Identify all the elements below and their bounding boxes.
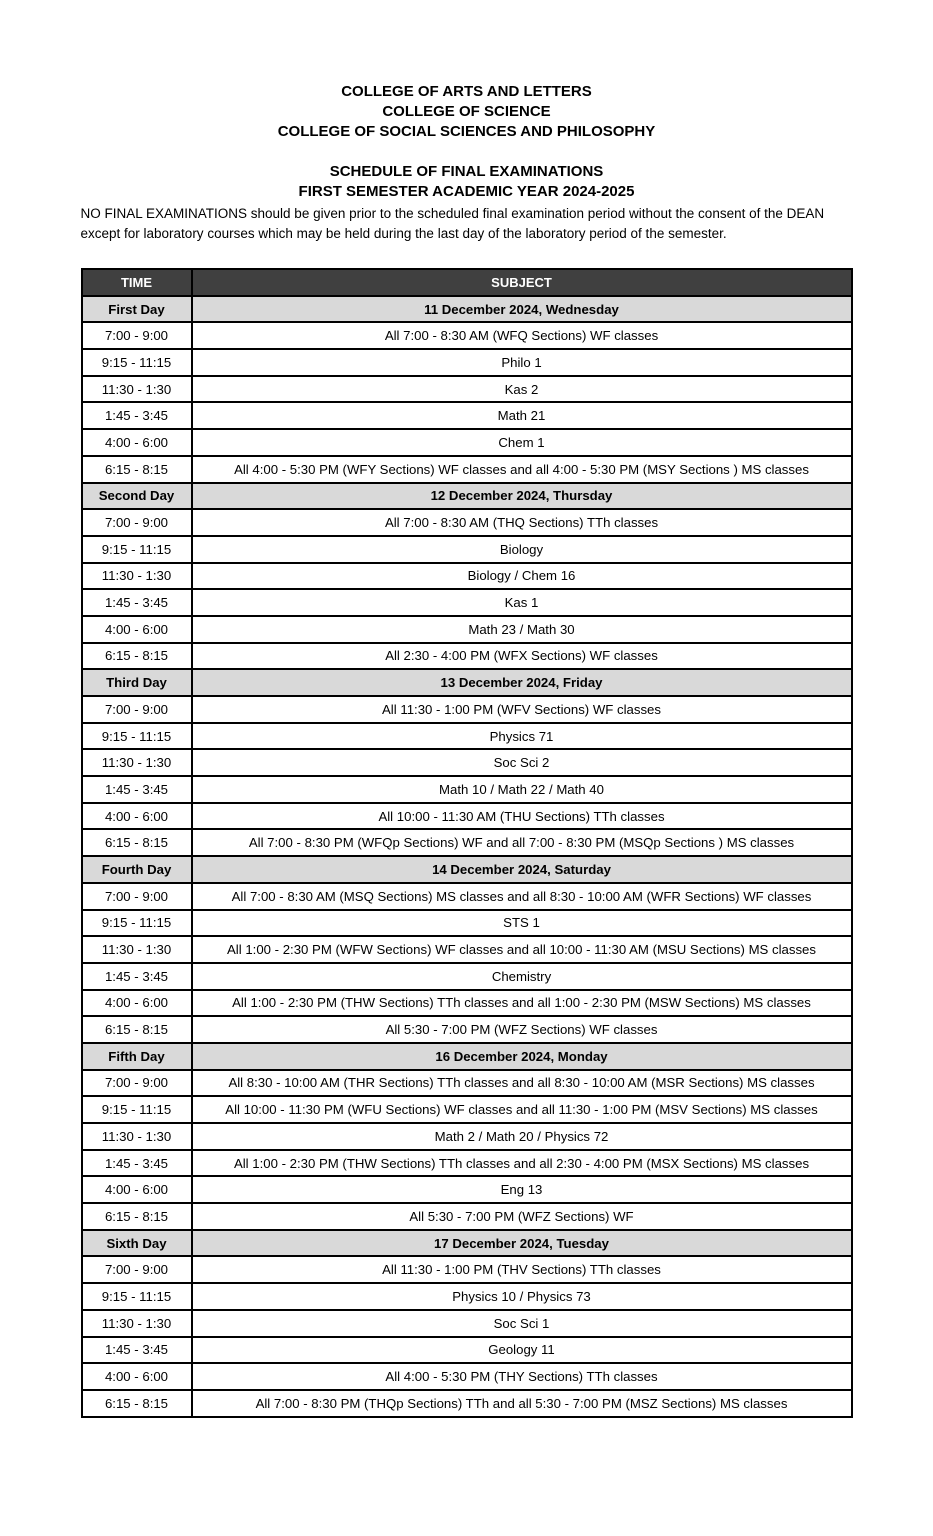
exam-row	[82, 1390, 852, 1417]
day-date-cell: 12 December 2024, Thursday	[192, 483, 852, 510]
time-cell: 4:00 - 6:00	[82, 1363, 192, 1390]
day-header-row	[82, 1230, 852, 1257]
exam-row	[82, 643, 852, 670]
exam-row	[82, 1337, 852, 1364]
time-cell: 4:00 - 6:00	[82, 803, 192, 830]
subject-cell: All 10:00 - 11:30 PM (WFU Sections) WF classes and all 11:30 - 1:00 PM (MSV Sections) MS classes	[192, 1096, 852, 1123]
exam-row	[82, 1070, 852, 1097]
subject-cell: STS 1	[192, 910, 852, 937]
exam-row	[82, 1096, 852, 1123]
exam-row	[82, 1176, 852, 1203]
exam-row	[82, 349, 852, 376]
schedule-title	[81, 162, 853, 202]
subject-cell: Chem 1	[192, 429, 852, 456]
time-cell: 11:30 - 1:30	[82, 749, 192, 776]
day-date-cell: 17 December 2024, Tuesday	[192, 1230, 852, 1257]
day-date-cell: 16 December 2024, Monday	[192, 1043, 852, 1070]
exam-row	[82, 723, 852, 750]
subject-cell: Math 10 / Math 22 / Math 40	[192, 776, 852, 803]
time-cell: 6:15 - 8:15	[82, 643, 192, 670]
exam-schedule-table	[81, 268, 853, 1418]
day-date-cell: 13 December 2024, Friday	[192, 669, 852, 696]
time-cell: 7:00 - 9:00	[82, 1070, 192, 1097]
subject-cell: Physics 10 / Physics 73	[192, 1283, 852, 1310]
subject-cell: Biology / Chem 16	[192, 563, 852, 590]
subject-cell: All 7:00 - 8:30 AM (WFQ Sections) WF classes	[192, 322, 852, 349]
subject-cell: All 2:30 - 4:00 PM (WFX Sections) WF classes	[192, 643, 852, 670]
exam-row	[82, 910, 852, 937]
time-cell: 11:30 - 1:30	[82, 563, 192, 590]
time-cell: 6:15 - 8:15	[82, 1016, 192, 1043]
college-name-line: COLLEGE OF SCIENCE	[382, 103, 551, 120]
exam-row	[82, 1256, 852, 1283]
subject-cell: Math 23 / Math 30	[192, 616, 852, 643]
subject-cell: Eng 13	[192, 1176, 852, 1203]
subject-cell: Biology	[192, 536, 852, 563]
time-cell: 7:00 - 9:00	[82, 509, 192, 536]
exam-row	[82, 803, 852, 830]
subject-cell: All 8:30 - 10:00 AM (THR Sections) TTh classes and all 8:30 - 10:00 AM (MSR Sections) MS classes	[192, 1070, 852, 1097]
exam-row	[82, 322, 852, 349]
day-header-row	[82, 856, 852, 883]
time-cell: 6:15 - 8:15	[82, 829, 192, 856]
schedule-title-line: SCHEDULE OF FINAL EXAMINATIONS	[329, 163, 604, 180]
subject-cell: Math 21	[192, 402, 852, 429]
time-cell: 1:45 - 3:45	[82, 402, 192, 429]
exam-row	[82, 883, 852, 910]
subject-cell: Kas 2	[192, 376, 852, 403]
subject-cell: All 1:00 - 2:30 PM (THW Sections) TTh classes and all 2:30 - 4:00 PM (MSX Sections) MS classes	[192, 1150, 852, 1177]
time-cell: 1:45 - 3:45	[82, 1150, 192, 1177]
college-name-line: COLLEGE OF ARTS AND LETTERS	[341, 83, 592, 100]
time-cell: 6:15 - 8:15	[82, 456, 192, 483]
exam-row	[82, 936, 852, 963]
day-label-cell: Second Day	[82, 483, 192, 510]
day-header-row	[82, 296, 852, 323]
subject-cell: Physics 71	[192, 723, 852, 750]
exam-row	[82, 616, 852, 643]
document-page	[81, 0, 853, 1418]
subject-cell: All 5:30 - 7:00 PM (WFZ Sections) WF	[192, 1203, 852, 1230]
subject-cell: Kas 1	[192, 589, 852, 616]
day-label-cell: Fifth Day	[82, 1043, 192, 1070]
subject-cell: Philo 1	[192, 349, 852, 376]
exam-row	[82, 1016, 852, 1043]
exam-table-body	[82, 296, 852, 1417]
exam-row	[82, 509, 852, 536]
document-header	[81, 82, 853, 142]
subject-cell: All 11:30 - 1:00 PM (THV Sections) TTh classes	[192, 1256, 852, 1283]
time-cell: 6:15 - 8:15	[82, 1390, 192, 1417]
exam-row	[82, 1363, 852, 1390]
exam-note: NO FINAL EXAMINATIONS should be given prior to the scheduled final examination period without the consent of the DEAN except for laboratory courses which may be held during the last day of the laboratory period of the semester.	[80, 206, 825, 241]
exam-row	[82, 776, 852, 803]
time-cell: 9:15 - 11:15	[82, 349, 192, 376]
time-cell: 4:00 - 6:00	[82, 990, 192, 1017]
column-header-row	[82, 269, 852, 296]
subject-cell: Soc Sci 2	[192, 749, 852, 776]
exam-row	[82, 963, 852, 990]
exam-row	[82, 589, 852, 616]
exam-row	[82, 456, 852, 483]
exam-row	[82, 829, 852, 856]
day-label-cell: Fourth Day	[82, 856, 192, 883]
exam-row	[82, 563, 852, 590]
time-cell: 9:15 - 11:15	[82, 910, 192, 937]
exam-row	[82, 1123, 852, 1150]
time-cell: 4:00 - 6:00	[82, 616, 192, 643]
subject-cell: Soc Sci 1	[192, 1310, 852, 1337]
exam-row	[82, 402, 852, 429]
exam-row	[82, 536, 852, 563]
subject-cell: All 11:30 - 1:00 PM (WFV Sections) WF classes	[192, 696, 852, 723]
subject-cell: All 10:00 - 11:30 AM (THU Sections) TTh classes	[192, 803, 852, 830]
time-cell: 6:15 - 8:15	[82, 1203, 192, 1230]
day-header-row	[82, 669, 852, 696]
time-cell: 4:00 - 6:00	[82, 429, 192, 456]
exam-row	[82, 696, 852, 723]
time-cell: 11:30 - 1:30	[82, 936, 192, 963]
college-name-line: COLLEGE OF SOCIAL SCIENCES AND PHILOSOPHY	[277, 123, 656, 140]
day-header-row	[82, 483, 852, 510]
time-cell: 7:00 - 9:00	[82, 696, 192, 723]
time-cell: 7:00 - 9:00	[82, 883, 192, 910]
exam-row	[82, 1283, 852, 1310]
day-header-row	[82, 1043, 852, 1070]
time-column-header: TIME	[82, 269, 192, 296]
subject-cell: All 7:00 - 8:30 PM (WFQp Sections) WF and all 7:00 - 8:30 PM (MSQp Sections ) MS classes	[192, 829, 852, 856]
day-label-cell: Sixth Day	[82, 1230, 192, 1257]
subject-cell: All 7:00 - 8:30 AM (MSQ Sections) MS classes and all 8:30 - 10:00 AM (WFR Sections) WF classes	[192, 883, 852, 910]
subject-cell: All 4:00 - 5:30 PM (WFY Sections) WF classes and all 4:00 - 5:30 PM (MSY Sections ) MS classes	[192, 456, 852, 483]
exam-row	[82, 749, 852, 776]
exam-row	[82, 1310, 852, 1337]
schedule-title-line: FIRST SEMESTER ACADEMIC YEAR 2024-2025	[298, 183, 635, 200]
time-cell: 4:00 - 6:00	[82, 1176, 192, 1203]
time-cell: 1:45 - 3:45	[82, 1337, 192, 1364]
subject-cell: All 1:00 - 2:30 PM (THW Sections) TTh classes and all 1:00 - 2:30 PM (MSW Sections) MS classes	[192, 990, 852, 1017]
time-cell: 9:15 - 11:15	[82, 723, 192, 750]
day-label-cell: Third Day	[82, 669, 192, 696]
exam-row	[82, 376, 852, 403]
subject-cell: All 7:00 - 8:30 AM (THQ Sections) TTh classes	[192, 509, 852, 536]
time-cell: 11:30 - 1:30	[82, 1310, 192, 1337]
time-cell: 9:15 - 11:15	[82, 1096, 192, 1123]
time-cell: 1:45 - 3:45	[82, 589, 192, 616]
subject-cell: All 1:00 - 2:30 PM (WFW Sections) WF classes and all 10:00 - 11:30 AM (MSU Sections) MS classes	[192, 936, 852, 963]
subject-cell: All 7:00 - 8:30 PM (THQp Sections) TTh and all 5:30 - 7:00 PM (MSZ Sections) MS classes	[192, 1390, 852, 1417]
subject-column-header: SUBJECT	[192, 269, 852, 296]
time-cell: 9:15 - 11:15	[82, 1283, 192, 1310]
time-cell: 7:00 - 9:00	[82, 1256, 192, 1283]
time-cell: 7:00 - 9:00	[82, 322, 192, 349]
subject-cell: All 4:00 - 5:30 PM (THY Sections) TTh classes	[192, 1363, 852, 1390]
day-date-cell: 14 December 2024, Saturday	[192, 856, 852, 883]
time-cell: 11:30 - 1:30	[82, 376, 192, 403]
subject-cell: Chemistry	[192, 963, 852, 990]
day-date-cell: 11 December 2024, Wednesday	[192, 296, 852, 323]
time-cell: 1:45 - 3:45	[82, 776, 192, 803]
exam-row	[82, 429, 852, 456]
time-cell: 1:45 - 3:45	[82, 963, 192, 990]
time-cell: 9:15 - 11:15	[82, 536, 192, 563]
exam-row	[82, 1150, 852, 1177]
subject-cell: All 5:30 - 7:00 PM (WFZ Sections) WF classes	[192, 1016, 852, 1043]
subject-cell: Geology 11	[192, 1337, 852, 1364]
time-cell: 11:30 - 1:30	[82, 1123, 192, 1150]
subject-cell: Math 2 / Math 20 / Physics 72	[192, 1123, 852, 1150]
day-label-cell: First Day	[82, 296, 192, 323]
exam-row	[82, 990, 852, 1017]
exam-row	[82, 1203, 852, 1230]
